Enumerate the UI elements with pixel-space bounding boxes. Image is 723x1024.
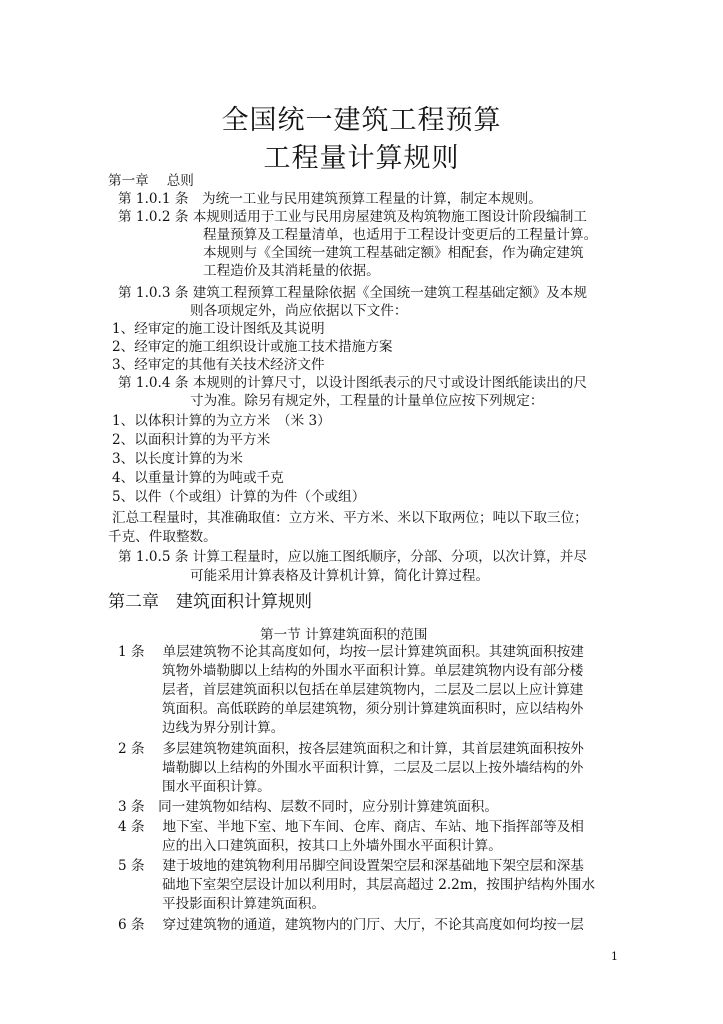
article-1-0-4: 第 1.0.4 条 本规则的计算尺寸，以设计图纸表示的尺寸或设计图纸能读出的尺 <box>118 375 587 391</box>
article-1-0-2: 第 1.0.2 条 本规则适用于工业与民用房屋建筑及构筑物施工图设计阶段编制工 <box>118 209 587 225</box>
clause-1-cont: 筑面积。高低联跨的单层建筑物，须分别计算建筑面积时，应以结构外 <box>162 701 584 717</box>
chapter-2-heading: 第二章 建筑面积计算规则 <box>108 592 312 612</box>
list-item: 2、经审定的施工组织设计或施工技术措施方案 <box>112 339 393 355</box>
clause-1-cont: 筑物外墙勒脚以上结构的外围水平面积计算。单层建筑物内设有部分楼 <box>162 663 584 679</box>
list-item: 3、经审定的其他有关技术经济文件 <box>112 357 325 373</box>
clause-5-cont: 平投影面积计算建筑面积。 <box>162 896 326 912</box>
article-1-0-5: 第 1.0.5 条 计算工程量时，应以施工图纸顺序，分部、分项，以次计算，并尽 <box>118 549 587 565</box>
article-1-0-3-cont: 则各项规定外，尚应依据以下文件： <box>190 303 408 319</box>
chapter-1-heading: 第一章 总则 <box>108 173 194 189</box>
summary-paragraph-cont: 千克、件取整数。 <box>108 529 217 545</box>
article-1-0-2-para: 本规则与《全国统一建筑工程基础定额》相配套，作为确定建筑 <box>203 245 584 261</box>
clause-1-cont: 边线为界分别计算。 <box>162 720 285 736</box>
article-1-0-2-para-cont: 工程造价及其消耗量的依据。 <box>203 263 380 279</box>
title-line-2: 工程量计算规则 <box>263 143 460 174</box>
clause-5: 5 条 建于坡地的建筑物利用吊脚空间设置架空层和深基础地下架空层和深基 <box>118 858 584 874</box>
clause-2-cont: 墙勒脚以上结构的外围水平面积计算，二层及二层以上按外墙结构的外 <box>162 760 584 776</box>
summary-paragraph: 汇总工程量时，其准确取值：立方米、平方米、米以下取两位；吨以下取三位； <box>112 510 588 526</box>
list-item: 2、以面积计算的为平方米 <box>112 432 271 448</box>
clause-4: 4 条 地下室、半地下室、地下车间、仓库、商店、车站、地下指挥部等及相 <box>118 819 584 835</box>
list-item: 5、以件（个或组）计算的为件（个或组） <box>112 489 366 505</box>
article-1-0-1: 第 1.0.1 条 为统一工业与民用建筑预算工程量的计算，制定本规则。 <box>118 191 542 207</box>
list-item: 1、经审定的施工设计图纸及其说明 <box>112 321 325 337</box>
list-item: 4、以重量计算的为吨或千克 <box>112 470 284 486</box>
article-1-0-2-cont: 程量预算及工程量清单，也适用于工程设计变更后的工程量计算。 <box>203 227 598 243</box>
list-item: 1、以体积计算的为立方米 （米 3） <box>112 413 331 429</box>
clause-2-cont: 围水平面积计算。 <box>162 779 271 795</box>
article-1-0-5-cont: 可能采用计算表格及计算机计算，简化计算过程。 <box>190 568 490 584</box>
section-1-heading: 第一节 计算建筑面积的范围 <box>260 627 428 643</box>
clause-5-cont: 础地下室架空层设计加以利用时，其层高超过 2.2m，按围护结构外围水 <box>162 877 596 893</box>
title-line-1: 全国统一建筑工程预算 <box>221 105 502 136</box>
page-number: 1 <box>611 950 618 963</box>
clause-1: 1 条 单层建筑物不论其高度如何，均按一层计算建筑面积。其建筑面积按建 <box>118 644 584 660</box>
clause-6: 6 条 穿过建筑物的通道，建筑物内的门厅、大厅，不论其高度如何均按一层 <box>118 917 584 933</box>
clause-3: 3 条 同一建筑物如结构、层数不同时，应分别计算建筑面积。 <box>118 799 498 815</box>
article-1-0-3: 第 1.0.3 条 建筑工程预算工程量除依据《全国统一建筑工程基础定额》及本规 <box>118 285 587 301</box>
list-item: 3、以长度计算的为米 <box>112 451 243 467</box>
article-1-0-4-cont: 寸为准。除另有规定外，工程量的计量单位应按下列规定： <box>190 393 544 409</box>
clause-2: 2 条 多层建筑物建筑面积，按各层建筑面积之和计算，其首层建筑面积按外 <box>118 741 584 757</box>
clause-1-cont: 层者，首层建筑面积以包括在单层建筑物内，二层及二层以上应计算建 <box>162 682 584 698</box>
clause-4-cont: 应的出入口建筑面积，按其口上外墙外围水平面积计算。 <box>162 838 502 854</box>
